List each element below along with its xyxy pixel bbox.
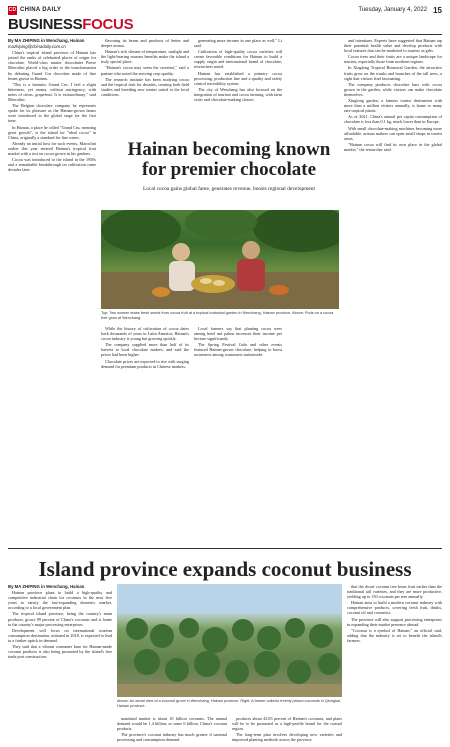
paragraph: Cocoa trees and their fruits are a unique landscape for tourists, especially those from northern regions.: [344, 54, 442, 65]
header-rule: [8, 34, 442, 35]
story2-column-3: [232, 716, 342, 744]
paragraph: Already an initial host for such events, Marcolini earlier this year entered Hainan's tropical fruit market with a test on cocoa grown in his gardens.: [8, 140, 96, 156]
paragraph: Cultivation of high-quality cocoa varieties will create favorable conditions for Hainan to build a supply origin and international brand of chocolate, researchers noted.: [194, 49, 282, 70]
story2-column-2: [117, 716, 227, 744]
paragraph: Development will focus on international tourism consumption destination, initiated in 2018, is expected to lead to a further uptick in demand.: [8, 627, 112, 643]
paragraph: The company produces chocolate bars with cocoa grown in the garden, while visitors can make chocolate themselves.: [344, 81, 442, 97]
paragraph: While the history of cultivation of cocoa dates back thousands of years in Latin America, Hainan's cocoa industry is young but growing quickly.: [101, 326, 189, 342]
paragraph: With small chocolate-making machines becoming more affordable, artisan makers can open small shops in tourist areas.: [344, 125, 442, 141]
section-divider: [8, 548, 442, 549]
paper-name: CHINA DAILY: [20, 7, 62, 13]
paragraph: mainland market is about 10 billion coconuts. The annual demand would be 1.4 billion, or some 6 billion, China's coconut products.: [117, 716, 227, 732]
paragraph: Xinglong garden, a famous tourist destination with more than a million visitors annually, is home to many rare tropical plants.: [344, 98, 442, 114]
story1-email: mazhiping@chinadaily.com.cn: [8, 44, 66, 50]
paragraph: "This is a fantastic Grand Cru. I feel a slight bitterness, yet aroma, without astringency, with notes of citrus, grapefruit. It is extraordinary," said Marcolini.: [8, 81, 96, 103]
logo-mark-icon: CD: [8, 7, 17, 13]
paragraph: China's tropical island province of Hainan has joined the ranks of celebrated places of origin for chocolate. World-class master chocolatier Pierre Marcolini placed a big order to the transformation by debuting Grand Cru chocolate made of fine beans grown in Hainan.: [8, 50, 96, 81]
paragraph: produces about 43.83 percent of Hainan's coconuts, and plans will be to be promoted as a high-profile brand for the coastal region.: [232, 716, 342, 732]
paragraph: In Xinglong Tropical Botanical Garden, the attractive fruits grow on the trunks and branches of the tall trees, a sight that visitors find fascinating.: [344, 65, 442, 81]
paragraph: The city of Wenchang has also focused on the integration of tourism and cocoa farming, with farm visits and chocolate-making classes.: [194, 86, 282, 103]
paragraph: Local farmers say that planting cocoa trees among betel nut palms increases their income per hectare significantly.: [194, 326, 282, 342]
story1-byline: By MA ZHIPING in Wenchang, Hainan: [8, 38, 85, 43]
paragraph: The long-term plan involves developing new varieties and improved planting methods across the province.: [232, 732, 342, 743]
paragraph: The company supplied more than half of its harvest to local chocolate makers, and said the prices had been higher.: [101, 342, 189, 358]
paragraph: Chocolate prices are expected to rise with surging demand for premium products in Chinese markets.: [101, 358, 189, 369]
paragraph: "Hainan's cocoa may seem the sweetest," said a partner who noted the arriving crop quality.: [101, 65, 189, 76]
paragraph: "Hainan cocoa will find its own place in the global market," the researcher said.: [344, 141, 442, 152]
section-focus: FOCUS: [82, 16, 134, 33]
story1-column-1: [8, 38, 96, 543]
story2-byline: By MA ZHIPING in Wenchang, Hainan: [8, 584, 85, 589]
masthead: [8, 5, 442, 15]
paragraph: The Spring Festival Gala and other events featured Hainan-grown chocolate, helping to boost awareness among consumers nationwide.: [194, 342, 282, 358]
coconut-grove-photo: [117, 584, 342, 697]
cocoa-harvest-illustration: [101, 210, 339, 309]
story1-column-2: [101, 38, 189, 136]
section-title: [8, 16, 133, 33]
cocoa-harvest-photo: [101, 210, 339, 309]
story1-column-2b: [101, 326, 189, 543]
paragraph: Cocoa was introduced to the island in the 1950s and a remarkable breakthrough on cultivation came decades later.: [8, 157, 96, 173]
story1-column-3b: [194, 326, 282, 543]
paragraph: Hainan has established a primary cocoa processing, production line and a quality and safety control traceability system.: [194, 70, 282, 86]
paragraph: generating more income in one place as well," Li said.: [194, 38, 282, 49]
coconut-grove-illustration: [117, 584, 342, 697]
paragraph: and intentions. Experts have suggested that Hainan tap their potential health value and develop products with local features that can be marketed to tourists as gifts.: [344, 38, 442, 54]
page-number: 15: [433, 5, 442, 15]
issue-date: Tuesday, January 4, 2022: [358, 7, 428, 13]
paragraph: The Belgian chocolate company he represents spoke for its pleasure as the Hainan-grown beans were introduced to the global stage for the first time.: [8, 103, 96, 124]
story1-column-4: [344, 38, 442, 543]
paragraph: that the dwarf coconut tree bears fruit earlier than the traditional tall varieties, and they are more productive, yielding up to 150 coconuts per tree annually.: [347, 584, 442, 600]
paragraph: Hainan's rich climate of temperature, sunlight and the light-bearing seasons benefits make the island a truly special place.: [101, 49, 189, 65]
paragraph: Hainan province plans to build a high-quality and competitive industrial chain for coconuts in the next five years to satisfy the fast-expanding domestic market, according to a local government plan.: [8, 590, 112, 611]
paragraph: They said that a vibrant consumer base for Hainan-made coconut products is also being promoted by the island's free trade port construction.: [8, 644, 112, 660]
paragraph: The research institute has been studying cocoa and the tropical fruit for decades, creating both field studies and breeding new strains suited to the local conditions.: [101, 76, 189, 97]
story2-column-1: [8, 584, 112, 742]
paragraph: The province will also support processing enterprises in expanding their market presence abroad.: [347, 616, 442, 627]
section-business: BUSINESS: [8, 16, 83, 33]
paragraph: "Coconut is a symbol of Hainan," an official said, adding that the industry is set to benefit the island's farmers.: [347, 627, 442, 643]
story2-headline: Island province expands coconut business: [38, 557, 412, 581]
story1-column-3: [194, 38, 282, 136]
paragraph: flavoring its beans and products of better and deeper aroma.: [101, 38, 189, 49]
story1-headline: Hainan becoming known for premier chocolate: [127, 139, 331, 180]
paragraph: As of 2021, China's annual per capita consumption of chocolate is less than 0.1 kg, much lower than in Europe.: [344, 114, 442, 125]
story1-subhead: Local cocoa gains global fame, generates revenue, boosts regional development: [143, 186, 315, 192]
paragraph: The province's coconut industry has much greater if national processing and consumption demand.: [117, 732, 227, 743]
paragraph: The tropical island province, being the country's main producer, grows 99 percent of China's coconuts and is home to the country's major processing enterprises.: [8, 611, 112, 627]
story1-caption: Top: Two women tease fresh seeds from cocoa fruit at a tropical botanical garden in Wenchang, Hainan province. Above: Pods on a cocoa tree grow at Wenchang.: [101, 311, 334, 320]
paragraph: In Hainan, a place he called "Grand Cru, meaning great growth", is the island for "ideal cocoa" in China, originally a standard for fine wines.: [8, 124, 96, 140]
paper-logo: [8, 6, 61, 15]
story2-caption: Above: An aerial view of a coconut grove in Wenchang, Hainan province. Right: A farmer collects freshly picked coconuts in Qionghai, Hainan province.: [117, 699, 342, 708]
paragraph: Hainan aims to build a modern coconut industry with comprehensive products, covering fresh fruit, drinks, coconut oil and cosmetics.: [347, 600, 442, 616]
story2-column-4: [347, 584, 442, 742]
